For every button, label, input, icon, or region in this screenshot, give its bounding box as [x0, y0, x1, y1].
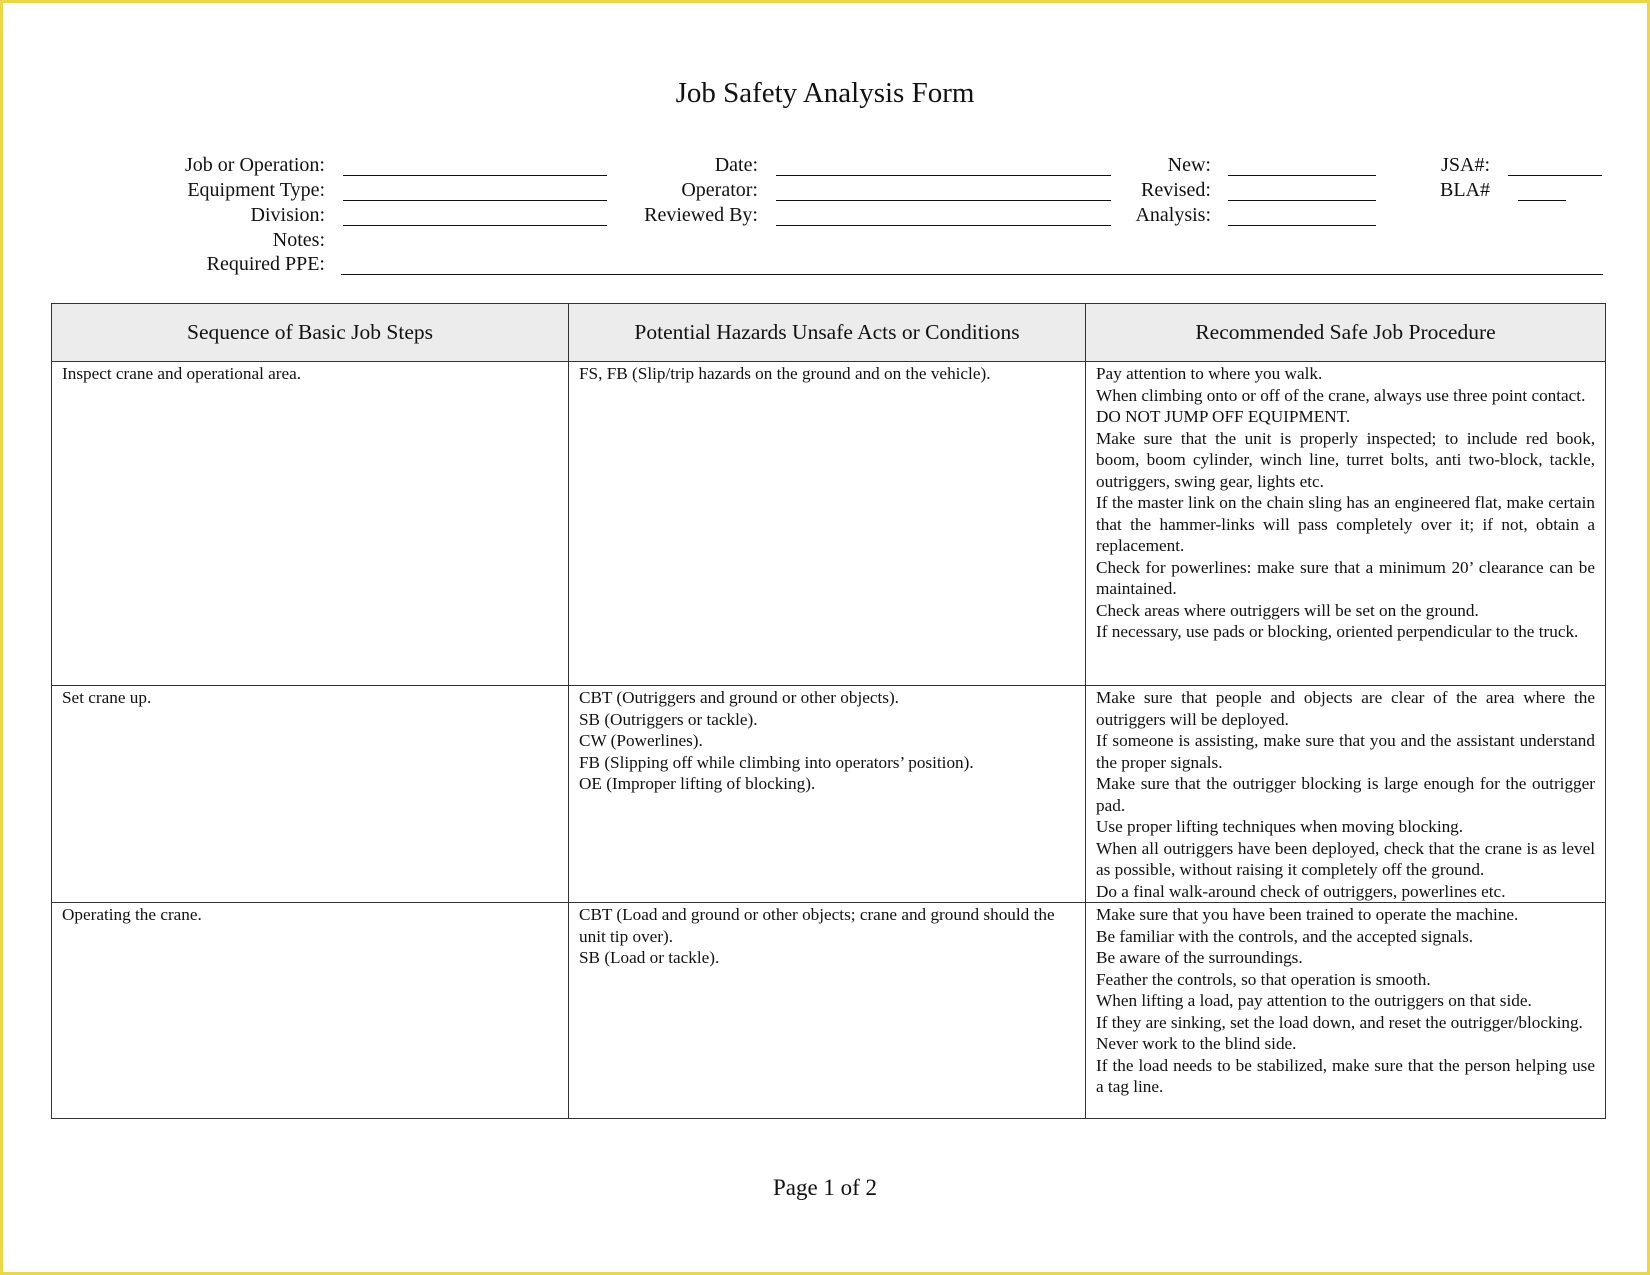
job-step-cell	[52, 686, 569, 903]
procedure-line: When climbing onto or off of the crane, always use three point contact.	[1096, 385, 1586, 405]
job-step-text: Operating the crane.	[62, 905, 202, 924]
procedure-line: If someone is assisting, make sure that you and the assistant understand the proper signals.	[1096, 731, 1595, 772]
column-header-procedure: Recommended Safe Job Procedure	[1086, 304, 1606, 362]
new-field[interactable]	[1228, 175, 1376, 176]
job-step-cell	[52, 362, 569, 686]
procedure-line: When all outriggers have been deployed, check that the crane is as level as possible, without raising it completely off the ground.	[1096, 838, 1595, 879]
procedure-line: DO NOT JUMP OFF EQUIPMENT.	[1096, 407, 1351, 426]
division-field[interactable]	[343, 225, 607, 226]
job-step-text: Set crane up.	[62, 688, 152, 707]
table-row	[52, 903, 1606, 1119]
date-field[interactable]	[776, 175, 1111, 176]
revised-field[interactable]	[1228, 200, 1376, 201]
procedure-line: Use proper lifting techniques when moving blocking.	[1096, 817, 1464, 836]
operator-label: Operator:	[681, 179, 758, 201]
required-ppe-field[interactable]	[341, 274, 1603, 275]
table-header-row	[52, 304, 1606, 362]
job-or-operation-field[interactable]	[343, 175, 607, 176]
hazard-line: SB (Outriggers or tackle).	[579, 709, 758, 729]
hazard-line: FB (Slipping off while climbing into operators’ position).	[579, 752, 974, 772]
procedure-line: Feather the controls, so that operation is smooth.	[1096, 969, 1431, 989]
procedure-line: Be familiar with the controls, and the accepted signals.	[1096, 926, 1474, 946]
job-step-cell	[52, 903, 569, 1119]
procedure-line: Make sure that people and objects are clear of the area where the outriggers will be deployed.	[1096, 688, 1595, 729]
procedure-line: Make sure that the outrigger blocking is large enough for the outrigger pad.	[1096, 774, 1595, 815]
bla-number-field[interactable]	[1518, 200, 1566, 201]
page-number: Page 1 of 2	[772, 1175, 878, 1200]
new-label: New:	[1167, 154, 1211, 176]
hazard-line: CBT (Load and ground or other objects; crane and ground should the unit tip over).	[579, 905, 1055, 946]
procedure-line: If the load needs to be stabilized, make sure that the person helping use a tag line.	[1096, 1055, 1595, 1096]
job-step-text: Inspect crane and operational area.	[62, 364, 302, 383]
reviewed-by-field[interactable]	[776, 225, 1111, 226]
column-header-hazards: Potential Hazards Unsafe Acts or Conditions	[569, 304, 1086, 362]
procedure-line: Make sure that the unit is properly inspected; to include red book, boom, boom cylinder, winch line, turret bolts, anti two-block, tackle, outriggers, swing gear, lights etc.	[1096, 428, 1595, 491]
division-label: Division:	[250, 204, 325, 226]
hazard-line: FS, FB (Slip/trip hazards on the ground and on the vehicle).	[579, 364, 991, 383]
notes-label: Notes:	[272, 229, 325, 251]
reviewed-by-label: Reviewed By:	[644, 204, 758, 226]
date-label: Date:	[714, 154, 758, 176]
hazards-cell	[569, 362, 1086, 686]
procedure-cell	[1086, 903, 1606, 1119]
hazards-cell	[569, 903, 1086, 1119]
job-or-operation-label: Job or Operation:	[185, 154, 325, 176]
procedure-cell	[1086, 362, 1606, 686]
form-title: Job Safety Analysis Form	[675, 77, 975, 109]
table-row	[52, 686, 1606, 903]
procedure-line: Pay attention to where you walk.	[1096, 364, 1323, 383]
revised-label: Revised:	[1141, 179, 1211, 201]
required-ppe-label: Required PPE:	[206, 253, 325, 275]
hazard-line: CBT (Outriggers and ground or other objects).	[579, 688, 899, 707]
jsa-number-field[interactable]	[1508, 175, 1602, 176]
bla-number-label: BLA#	[1440, 179, 1490, 201]
procedure-line: When lifting a load, pay attention to the outriggers on that side.	[1096, 991, 1532, 1010]
column-header-job-steps: Sequence of Basic Job Steps	[52, 304, 569, 362]
equipment-type-label: Equipment Type:	[187, 179, 325, 201]
procedure-line: Never work to the blind side.	[1096, 1034, 1297, 1053]
procedure-line: Check for powerlines: make sure that a minimum 20’ clearance can be maintained.	[1096, 557, 1595, 598]
hazard-line: CW (Powerlines).	[579, 731, 703, 750]
hazard-line: OE (Improper lifting of blocking).	[579, 774, 816, 793]
procedure-line: Make sure that you have been trained to operate the machine.	[1096, 905, 1519, 924]
procedure-line: If the master link on the chain sling has an engineered flat, make certain that the hammer-links will pass completely over it; if not, obtain a replacement.	[1096, 493, 1595, 555]
equipment-type-field[interactable]	[343, 200, 607, 201]
analysis-field[interactable]	[1228, 225, 1376, 226]
operator-field[interactable]	[776, 200, 1111, 201]
procedure-line: If they are sinking, set the load down, and reset the outrigger/blocking.	[1096, 1012, 1583, 1032]
hazard-line: SB (Load or tackle).	[579, 948, 720, 967]
job-analysis-table	[51, 303, 1606, 1119]
procedure-line: Check areas where outriggers will be set on the ground.	[1096, 600, 1479, 620]
procedure-line: If necessary, use pads or blocking, oriented perpendicular to the truck.	[1096, 622, 1579, 641]
procedure-line: Do a final walk-around check of outriggers, powerlines etc.	[1096, 881, 1506, 901]
procedure-line: Be aware of the surroundings.	[1096, 948, 1303, 967]
hazards-cell	[569, 686, 1086, 903]
analysis-label: Analysis:	[1135, 204, 1211, 226]
table-row	[52, 362, 1606, 686]
procedure-cell	[1086, 686, 1606, 903]
jsa-number-label: JSA#:	[1441, 154, 1490, 176]
